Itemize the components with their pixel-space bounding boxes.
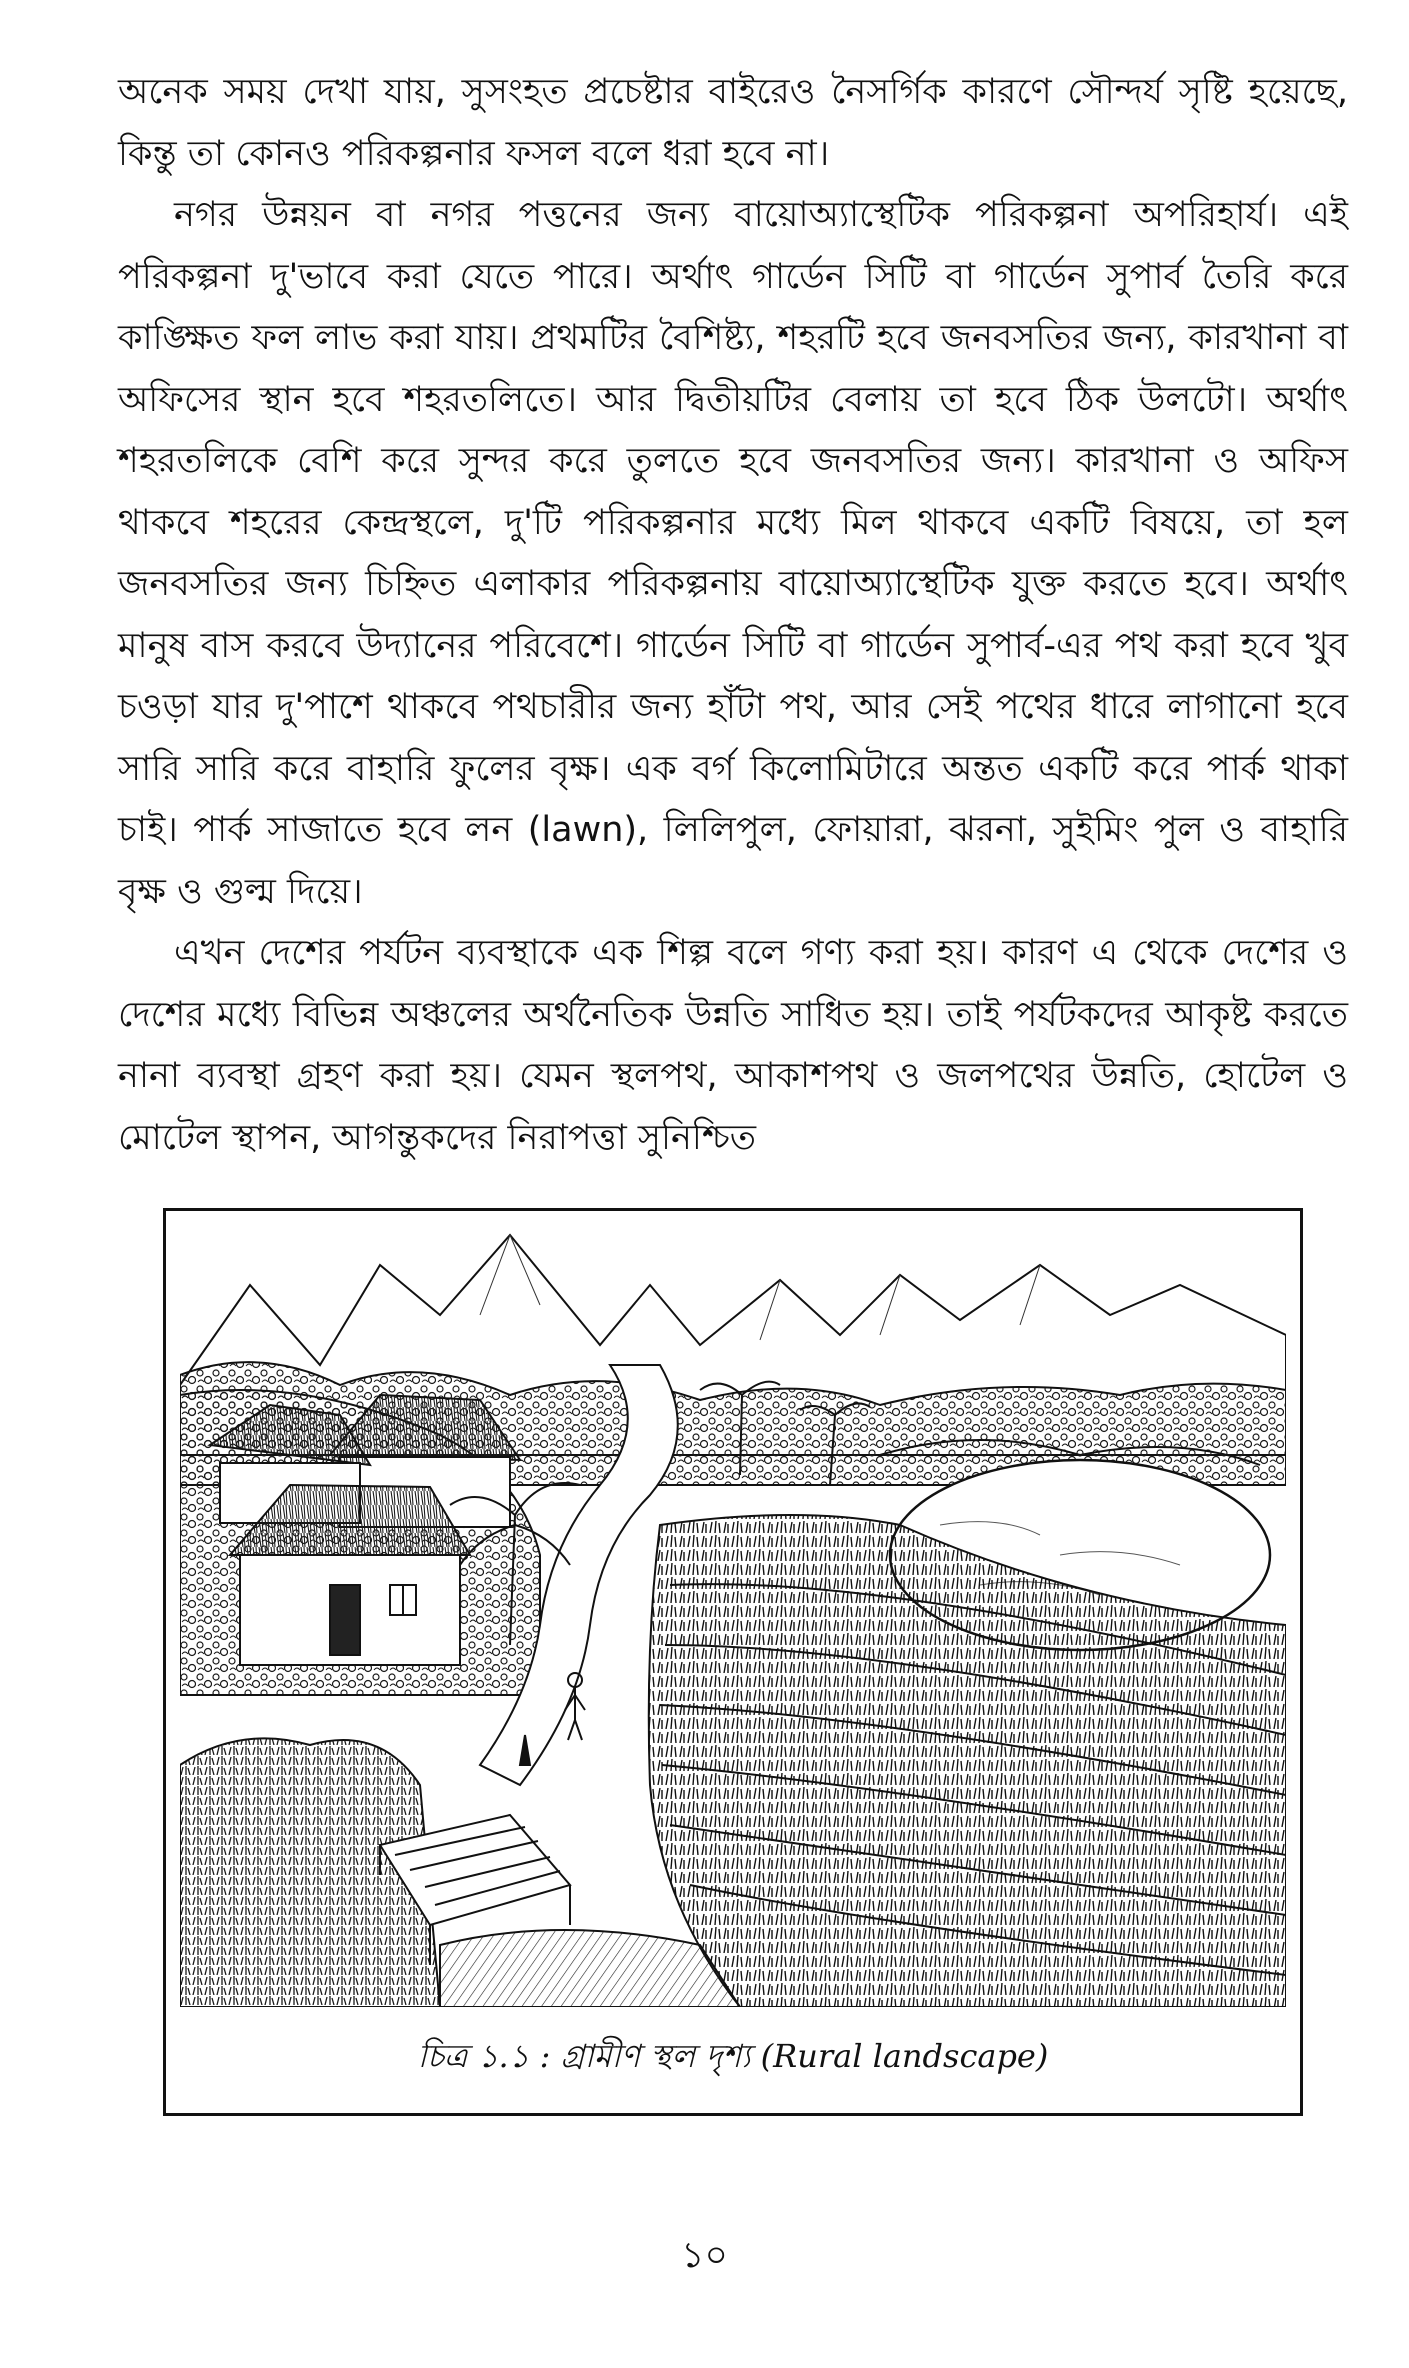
paragraph-2: নগর উন্নয়ন বা নগর পত্তনের জন্য বায়োঅ্যাস্থেটিক পরিকল্পনা অপরিহার্য। এই পরিকল্পনা দু'ভাবে করা যেতে পারে। অর্থাৎ গার্ডেন সিটি বা গার্ডেন সুপার্ব তৈরি করে কাঙ্ক্ষিত ফল লাভ করা যায়। প্রথমটির বৈশিষ্ট্য, শহরটি হবে জনবসতির জন্য, কারখানা বা অফিসের স্থান হবে শহরতলিতে। আর দ্বিতীয়টির বেলায় তা হবে ঠিক উলটো। অর্থাৎ শহরতলিকে বেশি করে সুন্দর করে তুলতে হবে জনবসতির জন্য। কারখানা ও অফিস থাকবে শহরের কেন্দ্রস্থলে, দু'টি পরিকল্পনার মধ্যে মিল থাকবে একটি বিষয়ে, তা হল জনবসতির জন্য চিহ্নিত এলাকার পরিকল্পনায় বায়োঅ্যাস্থেটিক যুক্ত করতে হবে। অর্থাৎ মানুষ বাস করবে উদ্যানের পরিবেশে। গার্ডেন সিটি বা গার্ডেন সুপার্ব-এর পথ করা হবে খুব চওড়া যার দু'পাশে থাকবে পথচারীর জন্য হাঁটা পথ, আর সেই পথের ধারে লাগানো হবে সারি সারি করে বাহারি ফুলের বৃক্ষ। এক বর্গ কিলোমিটারে অন্তত একটি করে পার্ক থাকা চাই। পার্ক সাজাতে হবে লন (lawn), লিলিপুল, ফোয়ারা, ঝরনা, সুইমিং পুল ও বাহারি বৃক্ষ ও গুল্ম দিয়ে।: [118, 195, 1348, 912]
body-text: [118, 62, 1348, 1169]
paragraph-3: এখন দেশের পর্যটন ব্যবস্থাকে এক শিল্প বলে গণ্য করা হয়। কারণ এ থেকে দেশের ও দেশের মধ্যে বিভিন্ন অঞ্চলের অর্থনৈতিক উন্নতি সাধিত হয়। তাই পর্যটকদের আকৃষ্ট করতে নানা ব্যবস্থা গ্রহণ করা হয়। যেমন স্থলপথ, আকাশপথ ও জলপথের উন্নতি, হোটেল ও মোটেল স্থাপন, আগন্তুকদের নিরাপত্তা সুনিশ্চিত: [118, 933, 1348, 1158]
hut-2: [230, 1485, 470, 1665]
paragraph-1: অনেক সময় দেখা যায়, সুসংহত প্রচেষ্টার বাইরেও নৈসর্গিক কারণে সৌন্দর্য সৃষ্টি হয়েছে, কিন্তু তা কোনও পরিকল্পনার ফসল বলে ধরা হবে না।: [118, 72, 1348, 174]
figure-frame: [163, 1208, 1303, 2116]
rural-landscape-illustration: [180, 1225, 1286, 2007]
page-number: ১০: [681, 2235, 728, 2276]
figure-caption: চিত্র ১.১ : গ্রামীণ স্থল দৃশ্য (Rural landscape): [417, 2037, 1049, 2075]
